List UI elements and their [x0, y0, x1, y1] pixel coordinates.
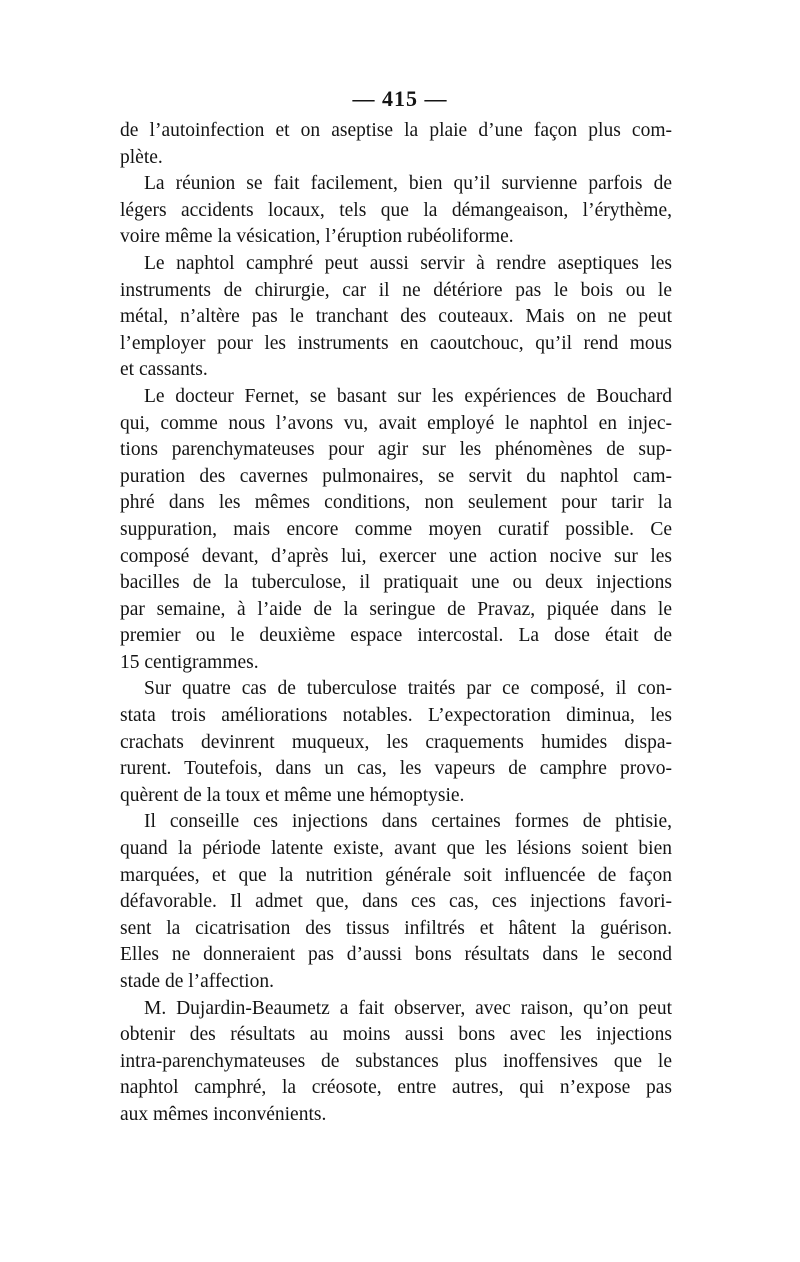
text-line: quèrent de la toux et même une hémoptysie.: [120, 784, 465, 806]
text-line: l’employer pour les instruments en caoutchouc, qu’il rend mous: [120, 332, 672, 354]
text-line: sent la cicatrisation des tissus infiltrés et hâtent la guérison.: [120, 917, 672, 939]
text-line: métal, n’altère pas le tranchant des couteaux. Mais on ne peut: [120, 306, 672, 328]
text-line: rurent. Toutefois, dans un cas, les vapeurs de camphre provo-: [120, 758, 672, 780]
text-line: voire même la vésication, l’éruption rubéoliforme.: [120, 226, 514, 248]
text-line: bacilles de la tuberculose, il pratiquait une ou deux injections: [120, 572, 672, 594]
text-line: instruments de chirurgie, car il ne détériore pas le bois ou le: [120, 279, 672, 301]
text-line: Elles ne donneraient pas d’aussi bons résultats dans le second: [120, 944, 672, 966]
text-line: aux mêmes inconvénients.: [120, 1103, 327, 1125]
text-line: M. Dujardin-Beaumetz a fait observer, avec raison, qu’on peut: [144, 997, 672, 1019]
text-line: défavorable. Il admet que, dans ces cas, ces injections favori-: [120, 891, 672, 913]
text-line: Il conseille ces injections dans certaines formes de phtisie,: [144, 811, 672, 833]
text-line: qui, comme nous l’avons vu, avait employé le naphtol en injec-: [120, 412, 672, 434]
text-line: obtenir des résultats au moins aussi bons avec les injections: [120, 1024, 672, 1046]
text-line: Le naphtol camphré peut aussi servir à rendre aseptiques les: [144, 252, 672, 274]
text-line: intra-parenchymateuses de substances plus inoffensives que le: [120, 1050, 672, 1072]
text-line: premier ou le deuxième espace intercostal. La dose était de: [120, 625, 672, 647]
text-line: tions parenchymateuses pour agir sur les phénomènes de sup-: [120, 439, 672, 461]
text-line: suppuration, mais encore comme moyen curatif possible. Ce: [120, 518, 672, 540]
text-line: Sur quatre cas de tuberculose traités par ce composé, il con-: [144, 678, 672, 700]
text-line: et cassants.: [120, 359, 208, 381]
body-text: [120, 118, 672, 1129]
text-line: stade de l’affection.: [120, 971, 274, 992]
text-line: quand la période latente existe, avant que les lésions soient bien: [120, 838, 672, 860]
text-line: par semaine, à l’aide de la seringue de Pravaz, piquée dans le: [120, 598, 672, 620]
page-number: — 415 —: [352, 86, 448, 111]
text-line: La réunion se fait facilement, bien qu’il survienne parfois de: [144, 173, 672, 195]
text-line: légers accidents locaux, tels que la démangeaison, l’érythème,: [120, 199, 672, 221]
text-line: marquées, et que la nutrition générale soit influencée de façon: [120, 864, 672, 886]
text-line: naphtol camphré, la créosote, entre autres, qui n’expose pas: [120, 1077, 672, 1099]
text-line: phré dans les mêmes conditions, non seulement pour tarir la: [120, 492, 672, 514]
text-line: stata trois améliorations notables. L’expectoration diminua, les: [120, 705, 672, 727]
text-line: 15 centigrammes.: [120, 651, 259, 673]
text-line: puration des cavernes pulmonaires, se servit du naphtol cam-: [120, 465, 672, 487]
text-line: crachats devinrent muqueux, les craquements humides dispa-: [120, 731, 672, 753]
text-line: Le docteur Fernet, se basant sur les expériences de Bouchard: [144, 385, 672, 407]
text-line: plète.: [120, 146, 163, 168]
text-line: de l’autoinfection et on aseptise la plaie d’une façon plus com-: [120, 120, 672, 141]
text-line: composé devant, d’après lui, exercer une action nocive sur les: [120, 545, 672, 567]
